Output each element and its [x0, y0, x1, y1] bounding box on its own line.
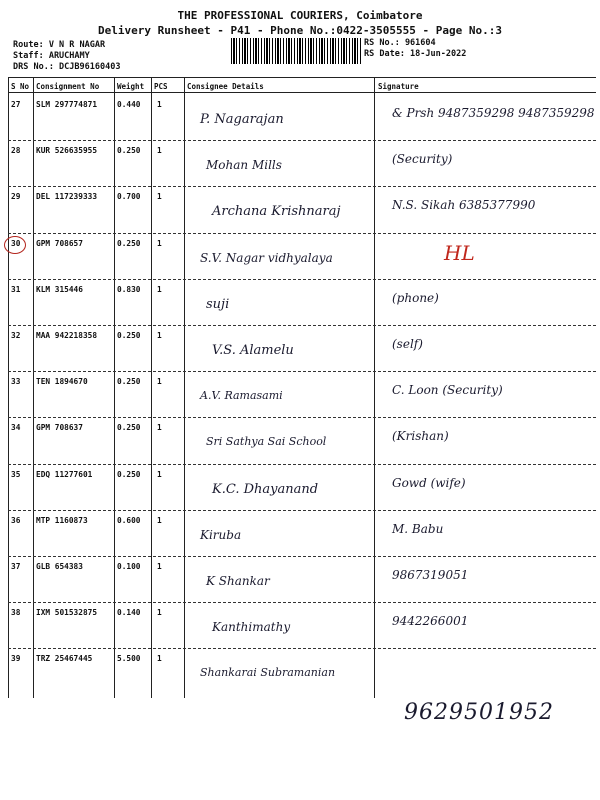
row-consignee: Mohan Mills	[206, 158, 282, 173]
col-header-sno: S No	[11, 82, 30, 91]
row-consignment-no: TRZ 25467445	[36, 654, 93, 664]
rs-number: RS No.: 961604	[364, 38, 436, 48]
row-divider	[8, 648, 596, 649]
row-consignment-no: IXM 501532875	[36, 608, 98, 618]
row-signature: (Security)	[392, 152, 453, 167]
row-pcs: 1	[157, 608, 162, 618]
row-consignee: suji	[206, 296, 230, 312]
row-divider	[8, 279, 596, 280]
row-consignment-no: EDQ 11277601	[36, 469, 93, 479]
row-signature: N.S. Sikah 6385377990	[392, 198, 536, 213]
row-weight: 0.600	[117, 515, 141, 525]
row-sno: 34	[11, 423, 21, 433]
row-divider	[8, 602, 596, 603]
col-divider	[8, 78, 9, 698]
row-weight: 0.250	[117, 469, 141, 479]
row-consignment-no: GPM 708657	[36, 238, 83, 248]
col-header-consignee: Consignee Details	[187, 82, 264, 91]
row-weight: 0.250	[117, 377, 141, 387]
row-consignee: P. Nagarajan	[200, 112, 284, 127]
table-header-border	[8, 92, 596, 93]
row-consignment-no: MAA 942218358	[36, 331, 98, 340]
row-signature: M. Babu	[392, 521, 444, 536]
row-consignee: K Shankar	[206, 574, 270, 588]
row-consignee: S.V. Nagar vidhyalaya	[200, 250, 333, 265]
row-weight: 5.500	[117, 654, 141, 664]
col-header-weight: Weight	[117, 82, 145, 91]
row-consignee: Kanthimathy	[212, 620, 291, 635]
row-divider	[8, 371, 596, 372]
row-pcs: 1	[157, 377, 162, 387]
col-divider	[184, 78, 185, 698]
row-pcs: 1	[157, 100, 162, 109]
row-divider	[8, 464, 596, 465]
row-pcs: 1	[157, 238, 162, 248]
row-divider	[8, 325, 596, 326]
row-consignment-no: TEN 1894670	[36, 377, 88, 387]
runsheet-subtitle: Delivery Runsheet - P41 - Phone No.:0422-3505555 - Page No.:3	[98, 24, 502, 37]
row-sno: 36	[11, 515, 21, 525]
row-sno: 32	[11, 331, 21, 340]
company-title: THE PROFESSIONAL COURIERS, Coimbatore	[177, 9, 423, 22]
row-divider	[8, 417, 596, 418]
row-signature: (phone)	[392, 290, 439, 305]
footer-phone-number: 9629501952	[404, 700, 554, 725]
row-pcs: 1	[157, 423, 162, 433]
row-weight: 0.440	[117, 100, 141, 109]
row-consignment-no: GPM 708637	[36, 423, 83, 433]
row-pcs: 1	[157, 146, 162, 156]
col-divider	[374, 78, 375, 698]
row-consignee: Shankarai Subramanian	[200, 666, 336, 680]
row-consignment-no: SLM 297774871	[36, 100, 98, 109]
row-consignee: Kiruba	[200, 527, 242, 542]
row-consignee: K.C. Dhayanand	[212, 481, 319, 497]
barcode	[231, 38, 361, 64]
row-signature: C. Loon (Security)	[392, 383, 503, 398]
row-signature: 9867319051	[392, 568, 469, 582]
table-top-border	[8, 77, 596, 78]
row-pcs: 1	[157, 192, 162, 202]
row-consignment-no: GLB 654383	[36, 562, 83, 571]
row-sno: 27	[11, 100, 21, 109]
row-divider	[8, 186, 596, 187]
row-weight: 0.250	[117, 331, 141, 340]
hl-mark: HL	[444, 241, 475, 265]
row-weight: 0.140	[117, 608, 141, 618]
rs-date: RS Date: 18-Jun-2022	[364, 49, 467, 59]
row-divider	[8, 510, 596, 511]
row-weight: 0.100	[117, 562, 141, 571]
row-weight: 0.250	[117, 146, 141, 156]
row-signature: (self)	[392, 337, 423, 351]
row-consignee: Archana Krishnaraj	[212, 204, 341, 220]
row-sno: 37	[11, 562, 21, 571]
col-header-consignment: Consignment No	[36, 82, 100, 91]
row-consignee: V.S. Alamelu	[212, 343, 294, 358]
row-pcs: 1	[157, 515, 162, 525]
row-sno: 29	[11, 192, 21, 202]
col-divider	[114, 78, 115, 698]
circle-mark	[4, 236, 26, 254]
row-sno: 39	[11, 654, 21, 664]
staff-label: Staff: ARUCHAMY	[13, 51, 90, 61]
row-sno: 31	[11, 284, 21, 294]
col-divider	[151, 78, 152, 698]
row-divider	[8, 556, 596, 557]
row-sno: 30	[11, 238, 21, 248]
route-label: Route: V N R NAGAR	[13, 40, 106, 50]
row-consignee: Sri Sathya Sai School	[206, 435, 327, 449]
col-header-signature: Signature	[378, 82, 419, 91]
row-sno: 35	[11, 469, 21, 479]
row-signature: 9442266001	[392, 614, 469, 629]
row-weight: 0.700	[117, 192, 141, 202]
row-divider	[8, 233, 596, 234]
row-consignment-no: DEL 117239333	[36, 192, 98, 202]
row-consignment-no: KUR 526635955	[36, 146, 98, 156]
drs-number: DRS No.: DCJB96160403	[13, 62, 121, 72]
row-sno: 28	[11, 146, 21, 156]
row-divider	[8, 140, 596, 141]
row-consignment-no: MTP 1160873	[36, 515, 88, 525]
row-consignment-no: KLM 315446	[36, 284, 83, 294]
row-pcs: 1	[157, 284, 162, 294]
row-weight: 0.250	[117, 423, 141, 433]
row-pcs: 1	[157, 654, 162, 664]
row-weight: 0.830	[117, 284, 141, 294]
row-pcs: 1	[157, 331, 162, 340]
row-consignee: A.V. Ramasami	[200, 389, 283, 403]
row-signature: & Prsh 9487359298 9487359298	[392, 106, 595, 120]
row-weight: 0.250	[117, 238, 141, 248]
row-sno: 38	[11, 608, 21, 618]
row-pcs: 1	[157, 562, 162, 571]
row-signature: Gowd (wife)	[392, 475, 466, 490]
col-header-pcs: PCS	[154, 82, 168, 91]
row-signature: (Krishan)	[392, 429, 449, 444]
row-sno: 33	[11, 377, 21, 387]
col-divider	[33, 78, 34, 698]
row-pcs: 1	[157, 469, 162, 479]
